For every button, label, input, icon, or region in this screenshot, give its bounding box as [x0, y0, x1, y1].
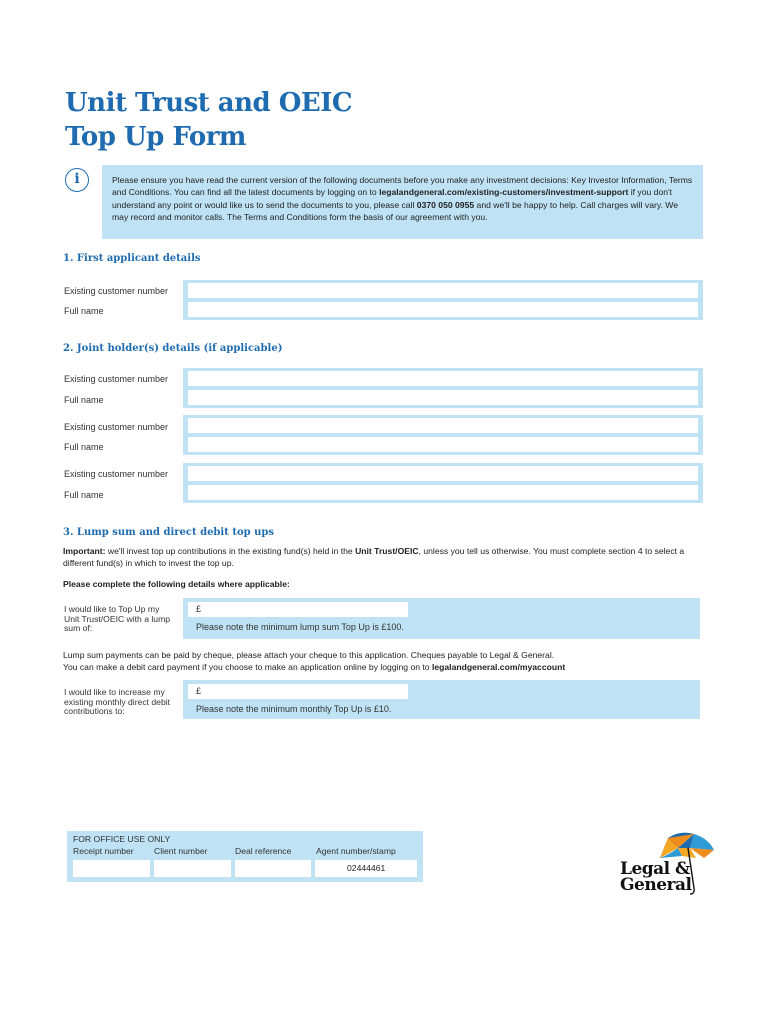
section2-heading: 2. Joint holder(s) details (if applicable)	[63, 343, 283, 354]
notice-text-3: and we'll be happy to help. Call charges will vary. We may record and monitor calls. The Terms and Conditions form the basis of our agreement with you.	[112, 199, 679, 222]
joint3-name-label: Full name	[64, 490, 104, 500]
payment-line-1: Lump sum payments can be paid by cheque, please attach your cheque to this application. Cheques payable to Legal & General.	[63, 650, 555, 660]
joint2-name-label: Full name	[64, 442, 104, 452]
joint1-customer-label: Existing customer number	[64, 374, 169, 384]
unit-trust-label: Unit Trust/OEIC	[355, 546, 419, 556]
important-label: Important:	[63, 546, 106, 556]
agent-number-label: Agent number/stamp	[316, 846, 396, 856]
agent-number-input[interactable]: 02444461	[315, 860, 417, 877]
joint3-full-name-input[interactable]	[188, 485, 698, 500]
applicant-fields	[183, 280, 703, 320]
joint1-full-name-input[interactable]	[188, 390, 698, 405]
office-use-panel	[67, 831, 423, 882]
applicant-name-label: Full name	[64, 306, 104, 316]
phone-number: 0370 050 0955	[416, 199, 475, 210]
joint2-customer-number-input[interactable]	[188, 418, 698, 433]
notice-text-1: Please ensure you have read the current version of the following documents before you make any investment decisions: Key Investor Information, Terms and Conditions. You can find all the latest documents by logging on to	[112, 175, 693, 198]
joint3-customer-number-input[interactable]	[188, 466, 698, 481]
joint2-full-name-input[interactable]	[188, 437, 698, 452]
complete-heading: Please complete the following details where applicable:	[63, 579, 290, 589]
info-notice	[102, 165, 703, 239]
joint1-customer-number-input[interactable]	[188, 371, 698, 386]
currency-symbol: £	[196, 604, 202, 614]
lump-sum-note: Please note the minimum lump sum Top Up is £100.	[196, 622, 404, 632]
important-note	[63, 545, 703, 570]
office-use-title: FOR OFFICE USE ONLY	[73, 834, 171, 844]
joint1-name-label: Full name	[64, 395, 104, 405]
page-title	[65, 86, 352, 154]
lump-sum-panel	[183, 598, 700, 639]
client-number-label: Client number	[154, 846, 208, 856]
currency-symbol-monthly: £	[196, 686, 202, 696]
receipt-number-label: Receipt number	[73, 846, 134, 856]
deal-reference-label: Deal reference	[235, 846, 292, 856]
applicant-customer-number-input[interactable]	[188, 283, 698, 298]
legal-general-logo	[620, 828, 720, 900]
monthly-input[interactable]	[188, 684, 408, 699]
notice-text-2: if you don't understand any point or would like us to send the documents to you, please call	[112, 187, 673, 210]
joint2-customer-label: Existing customer number	[64, 422, 169, 432]
logo-text	[620, 861, 691, 893]
receipt-number-input[interactable]	[73, 860, 150, 877]
title-line-2: Top Up Form	[65, 122, 246, 152]
office-cells	[73, 860, 417, 877]
lump-sum-input[interactable]	[188, 602, 408, 617]
applicant-full-name-input[interactable]	[188, 302, 698, 317]
deal-reference-input[interactable]	[235, 860, 312, 877]
lump-sum-label: I would like to Top Up my Unit Trust/OEIC with a lump sum of:	[64, 604, 171, 633]
section3-heading: 3. Lump sum and direct debit top ups	[63, 527, 274, 538]
monthly-panel	[183, 680, 700, 719]
logo-line-2: General	[620, 875, 692, 895]
payment-info	[63, 649, 703, 674]
section1-heading: 1. First applicant details	[63, 253, 201, 264]
monthly-note: Please note the minimum monthly Top Up is £10.	[196, 704, 392, 714]
office-columns	[73, 846, 417, 856]
joint1-fields	[183, 368, 703, 408]
important-text-1: we'll invest top up contributions in the existing fund(s) held in the	[105, 546, 356, 556]
joint3-fields	[183, 463, 703, 503]
joint3-customer-label: Existing customer number	[64, 469, 169, 479]
client-number-input[interactable]	[154, 860, 231, 877]
myaccount-link[interactable]: legalandgeneral.com/myaccount	[431, 662, 566, 673]
logo-line-1: Legal &	[620, 859, 690, 879]
joint2-fields	[183, 415, 703, 455]
important-text-2: , unless you tell us otherwise. You must complete section 4 to select a different fund(s) in which to invest the top up.	[63, 546, 685, 569]
support-link[interactable]: legalandgeneral.com/existing-customers/investment-support	[379, 187, 629, 198]
info-icon: i	[65, 168, 89, 192]
monthly-label: I would like to increase my existing monthly direct debit contributions to:	[64, 687, 171, 716]
applicant-customer-label: Existing customer number	[64, 286, 169, 296]
title-line-1: Unit Trust and OEIC	[65, 88, 353, 118]
payment-line-2: You can make a debit card payment if you choose to make an application online by logging on to legalandgeneral.com/myaccount	[63, 662, 566, 673]
